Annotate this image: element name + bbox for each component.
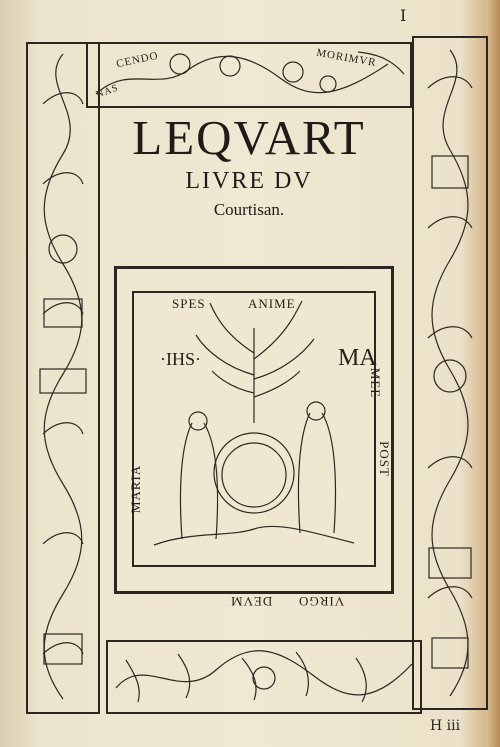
bottom-ornament — [108, 642, 420, 712]
title-line-3: Courtisan. — [213, 200, 285, 219]
right-ornament-panel — [412, 36, 488, 710]
motto-right-1: MEE — [368, 367, 384, 399]
leaf-number: I — [400, 6, 407, 25]
top-ornament-panel — [86, 42, 412, 108]
motto-right-2: POST — [376, 441, 392, 477]
right-ornament — [414, 38, 486, 708]
motto-bottom-2: VIRGO — [298, 594, 345, 609]
title-line-1: LEQVART — [132, 110, 366, 165]
motto-bottom-1: DEVM — [230, 594, 273, 609]
signature-mark: H iii — [430, 718, 461, 734]
motto-top-1: SPES — [172, 296, 206, 311]
page-edge — [486, 0, 500, 747]
top-banner-left-text: CENDO — [115, 49, 160, 71]
device-illustration — [134, 293, 374, 565]
motto-top-2: ANIME — [248, 296, 296, 311]
ihs-monogram: ·IHS· — [160, 349, 201, 369]
top-banner-left-text-2: NAS — [94, 82, 121, 101]
title-line-2: LIVRE DV — [185, 168, 313, 194]
ma-monogram: MA — [338, 345, 377, 371]
title-block — [86, 104, 412, 220]
bottom-ornament-panel — [106, 640, 422, 714]
device-inner-frame — [128, 291, 392, 609]
motto-left: MARIA — [128, 464, 144, 514]
top-banner-right-text: MORIMVR — [315, 46, 378, 70]
printer-device — [114, 266, 394, 609]
